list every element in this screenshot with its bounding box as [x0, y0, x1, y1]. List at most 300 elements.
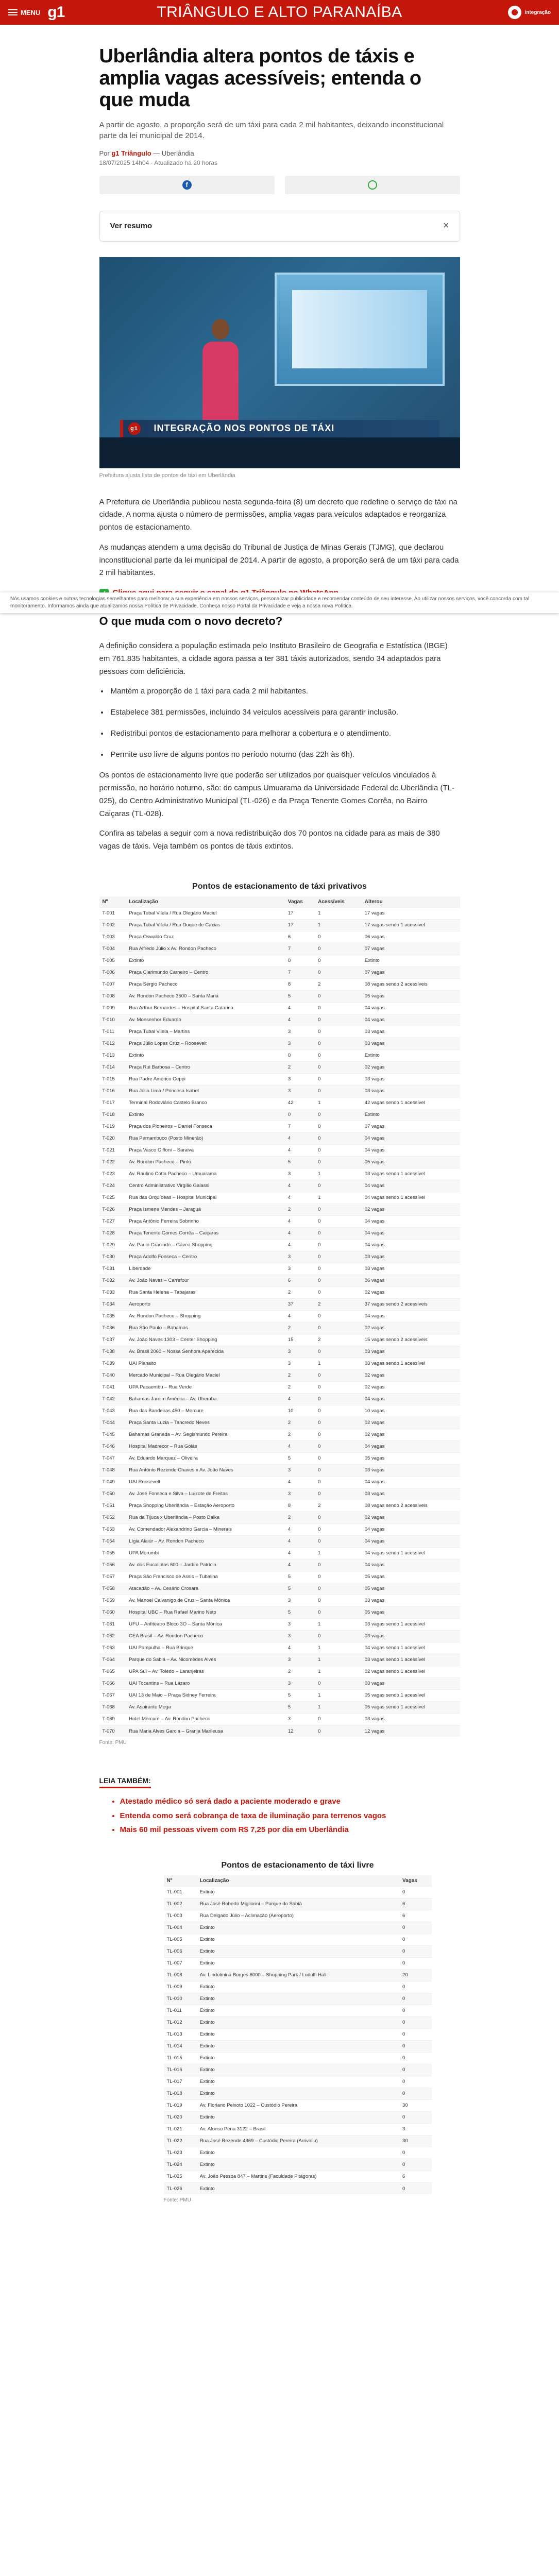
- table-cell: 0: [399, 1945, 431, 1957]
- table-cell: T-015: [99, 1073, 126, 1085]
- table-cell: TL-010: [164, 1993, 197, 2005]
- table-cell: 0: [399, 1957, 431, 1969]
- table-cell: 1: [315, 1547, 362, 1559]
- table-row: [164, 2028, 432, 2040]
- table-cell: 03 vagas: [362, 1085, 460, 1097]
- table-cell: T-014: [99, 1061, 126, 1073]
- table-title: Pontos de estacionamento de táxi livre: [221, 1860, 374, 1870]
- table-cell: 0: [315, 1595, 362, 1606]
- table-cell: T-051: [99, 1500, 126, 1512]
- article-subtitle: A partir de agosto, a proporção será de um táxi para cada 2 mil habitantes, deixando inconstitucional parte da lei municipal de 2014.: [99, 120, 444, 140]
- table-row: [99, 1571, 460, 1583]
- table-cell: 2: [315, 1298, 362, 1310]
- list-item: • Mantém a proporção de 1 táxi para cada 2 mil habitantes.: [109, 685, 460, 698]
- table-cell: Extinto: [197, 2064, 399, 2076]
- close-icon[interactable]: ×: [443, 220, 449, 232]
- table-cell: Rua da Tijuca x Uberlândia – Posto Dalka: [126, 1512, 285, 1523]
- table-cell: 0: [315, 1227, 362, 1239]
- table-cell: T-063: [99, 1642, 126, 1654]
- table-cell: 02 vagas: [362, 1204, 460, 1215]
- table-cell: 1: [315, 1654, 362, 1666]
- table-cell: Parque do Sabiá – Av. Nicomedes Alves: [126, 1654, 285, 1666]
- video-player[interactable]: [99, 257, 460, 468]
- table-cell: Rua Arthur Bernardes – Hospital Santa Catarina: [126, 1002, 285, 1014]
- table-cell: 05 vagas: [362, 1583, 460, 1595]
- table-cell: TL-014: [164, 2040, 197, 2052]
- table-row: [99, 1512, 460, 1523]
- cookie-text: Nós usamos cookies e outras tecnologias semelhantes para melhorar a sua experiência em nossos serviços, personalizar publicidade e recomendar conteúdo de seu interesse. Ao utilizar nossos serviços, você concorda com tal monitoramento. Informamos ainda que atualizamos nossa Política de Privacidade. Conheça nosso Portal da Privacidade e veja a nossa nova Política.: [10, 596, 530, 609]
- table-cell: T-028: [99, 1227, 126, 1239]
- table-cell: Praça dos Pioneiros – Daniel Fonseca: [126, 1121, 285, 1132]
- table-cell: 02 vagas: [362, 1061, 460, 1073]
- table-cell: 2: [285, 1512, 315, 1523]
- table-cell: T-061: [99, 1618, 126, 1630]
- table-cell: TL-013: [164, 2028, 197, 2040]
- table-row: [99, 1701, 460, 1713]
- table-row: [99, 1429, 460, 1440]
- table-cell: T-017: [99, 1097, 126, 1109]
- section-heading: O que muda com o novo decreto?: [99, 614, 283, 628]
- table-cell: T-020: [99, 1132, 126, 1144]
- table-row: [99, 1500, 460, 1512]
- table-cell: Rua Santa Helena – Tabajaras: [126, 1286, 285, 1298]
- table-cell: 37 vagas sendo 2 acessíveis: [362, 1298, 460, 1310]
- table-cell: T-004: [99, 943, 126, 955]
- table-cell: 8: [285, 978, 315, 990]
- table-cell: 04 vagas sendo 1 acessível: [362, 1642, 460, 1654]
- table-cell: T-055: [99, 1547, 126, 1559]
- table-cell: 0: [315, 1132, 362, 1144]
- table-cell: TL-004: [164, 1922, 197, 1934]
- table-cell: 7: [285, 943, 315, 955]
- table-cell: 3: [285, 1073, 315, 1085]
- table-cell: 5: [285, 1571, 315, 1583]
- table-row: [99, 1275, 460, 1286]
- table-cell: 0: [315, 1476, 362, 1488]
- table-cell: 1: [315, 1689, 362, 1701]
- table-row: [99, 990, 460, 1002]
- table-cell: T-033: [99, 1286, 126, 1298]
- table-cell: T-066: [99, 1677, 126, 1689]
- menu-button[interactable]: [8, 9, 40, 16]
- table-cell: TL-019: [164, 2099, 197, 2111]
- table-row: [99, 1654, 460, 1666]
- share-whatsapp-button[interactable]: [285, 176, 460, 194]
- table-cell: T-029: [99, 1239, 126, 1251]
- table-cell: 0: [315, 1606, 362, 1618]
- table-row: [99, 1002, 460, 1014]
- table-cell: 5: [285, 1689, 315, 1701]
- table-cell: 04 vagas: [362, 1180, 460, 1192]
- table-cell: Praça Tenente Gomes Corrêa – Caiçaras: [126, 1227, 285, 1239]
- table-cell: T-057: [99, 1571, 126, 1583]
- table-cell: 2: [315, 1500, 362, 1512]
- table-cell: 1: [315, 907, 362, 919]
- table-row: [99, 907, 460, 919]
- table-cell: 0: [315, 1393, 362, 1405]
- table-cell: 0: [399, 2076, 431, 2088]
- table-cell: 12: [285, 1725, 315, 1737]
- table-cell: T-054: [99, 1535, 126, 1547]
- table-row: [99, 1239, 460, 1251]
- table-cell: T-027: [99, 1215, 126, 1227]
- byline-suffix: — Uberlândia: [153, 149, 194, 157]
- table-cell: TL-022: [164, 2135, 197, 2147]
- table-cell: 0: [315, 1535, 362, 1547]
- table-row: [99, 1535, 460, 1547]
- table-cell: 06 vagas: [362, 1275, 460, 1286]
- affiliate-logo-icon: [508, 6, 521, 19]
- related-heading: LEIA TAMBÉM:: [99, 1776, 460, 1788]
- table-cell: TL-007: [164, 1957, 197, 1969]
- table-row: [99, 1346, 460, 1358]
- table-cell: Centro Administrativo Virgílio Galassi: [126, 1180, 285, 1192]
- table-cell: 6: [399, 1910, 431, 1922]
- table-cell: 0: [315, 1026, 362, 1038]
- affiliate-brand[interactable]: [508, 6, 551, 19]
- table-cell: T-002: [99, 919, 126, 931]
- table-cell: Extinto: [197, 2147, 399, 2159]
- table-cell: TL-005: [164, 1934, 197, 1945]
- table-cell: 0: [285, 1049, 315, 1061]
- table-cell: 0: [399, 1922, 431, 1934]
- table-cell: T-001: [99, 907, 126, 919]
- private-taxi-table: [99, 882, 460, 1746]
- column-header: Nº: [99, 896, 126, 908]
- table-cell: 3: [285, 1654, 315, 1666]
- table-cell: 4: [285, 1642, 315, 1654]
- table-cell: T-050: [99, 1488, 126, 1500]
- table-cell: TL-020: [164, 2111, 197, 2123]
- table-cell: 3: [285, 1085, 315, 1097]
- table-cell: 04 vagas: [362, 1440, 460, 1452]
- cookie-banner: [0, 592, 559, 613]
- table-cell: 04 vagas: [362, 1014, 460, 1026]
- table-row: [99, 1666, 460, 1677]
- table-cell: 12 vagas: [362, 1725, 460, 1737]
- table-cell: 0: [399, 2005, 431, 2016]
- table-cell: Hospital Madrecor – Rua Goiás: [126, 1440, 285, 1452]
- table-cell: 0: [399, 1886, 431, 1898]
- table-cell: Av. João Naves – Carrefour: [126, 1275, 285, 1286]
- table-row: [99, 978, 460, 990]
- table-cell: Extinto: [197, 1922, 399, 1934]
- table-cell: 2: [285, 1369, 315, 1381]
- table-cell: 05 vagas: [362, 1156, 460, 1168]
- table-cell: Praça Shopping Uberlândia – Estação Aeroporto: [126, 1500, 285, 1512]
- table-cell: 0: [315, 1275, 362, 1286]
- table-cell: 5: [285, 1701, 315, 1713]
- table-cell: 0: [315, 1002, 362, 1014]
- table-cell: 0: [315, 1523, 362, 1535]
- table-row: [99, 931, 460, 943]
- related-links: [99, 1776, 460, 1835]
- table-cell: 0: [315, 1204, 362, 1215]
- summary-toggle[interactable]: [99, 211, 460, 242]
- table-cell: Av. Afonso Pena 3122 – Brasil: [197, 2123, 399, 2135]
- table-cell: 0: [315, 1073, 362, 1085]
- table-cell: Praça Tubal Vilela / Rua Duque de Caxias: [126, 919, 285, 931]
- table-row: [99, 1014, 460, 1026]
- table-cell: T-035: [99, 1310, 126, 1322]
- table-cell: 0: [315, 1215, 362, 1227]
- table-cell: UAI Planalto: [126, 1358, 285, 1369]
- table-row: [99, 1440, 460, 1452]
- table-cell: Extinto: [197, 1934, 399, 1945]
- table-cell: 3: [285, 1488, 315, 1500]
- table-cell: T-023: [99, 1168, 126, 1180]
- table-cell: CEA Brasil – Av. Rondon Pacheco: [126, 1630, 285, 1642]
- table-cell: 3: [285, 1713, 315, 1725]
- table-cell: Av. Eduardo Marquez – Oliveira: [126, 1452, 285, 1464]
- table-row: [99, 1144, 460, 1156]
- table-cell: 0: [315, 1085, 362, 1097]
- table-cell: 0: [315, 1180, 362, 1192]
- table-cell: T-044: [99, 1417, 126, 1429]
- table-cell: 0: [315, 1322, 362, 1334]
- table-row: [99, 1085, 460, 1097]
- table-cell: 42 vagas sendo 1 acessível: [362, 1097, 460, 1109]
- table-cell: 0: [315, 967, 362, 978]
- table-row: [99, 1097, 460, 1109]
- table-cell: Aeroporto: [126, 1298, 285, 1310]
- table-row: [99, 1109, 460, 1121]
- related-link[interactable]: • Mais 60 mil pessoas vivem com R$ 7,25 por dia em Uberlândia: [120, 1825, 460, 1835]
- table-cell: 1: [315, 1168, 362, 1180]
- table-cell: 0: [315, 1310, 362, 1322]
- table-cell: UFU – Anfiteatro Bloco 3O – Santa Mônica: [126, 1618, 285, 1630]
- table-row: [99, 967, 460, 978]
- table-cell: 3: [399, 2123, 431, 2135]
- table-cell: 0: [315, 1630, 362, 1642]
- table-row: [99, 1334, 460, 1346]
- table-row: [99, 1263, 460, 1275]
- table-cell: T-006: [99, 967, 126, 978]
- table-row: [164, 2159, 432, 2171]
- table-cell: TL-026: [164, 2182, 197, 2194]
- table-cell: 02 vagas: [362, 1417, 460, 1429]
- table-cell: 4: [285, 1393, 315, 1405]
- table-cell: 1: [315, 1097, 362, 1109]
- byline-prefix: Por: [99, 149, 110, 157]
- table-cell: 4: [285, 1535, 315, 1547]
- table-cell: Praça São Francisco de Assis – Tubalina: [126, 1571, 285, 1583]
- table-cell: 04 vagas sendo 1 acessível: [362, 1547, 460, 1559]
- table-cell: T-036: [99, 1322, 126, 1334]
- table-row: [164, 1957, 432, 1969]
- table-cell: 0: [399, 2159, 431, 2171]
- table-cell: 0: [315, 1583, 362, 1595]
- table-cell: Atacadão – Av. Cesário Crosara: [126, 1583, 285, 1595]
- table-cell: TL-018: [164, 2088, 197, 2099]
- table-cell: 4: [285, 1180, 315, 1192]
- table-cell: 04 vagas: [362, 1476, 460, 1488]
- table-cell: 02 vagas: [362, 1322, 460, 1334]
- table-cell: 4: [285, 1440, 315, 1452]
- table-row: [164, 2016, 432, 2028]
- table-cell: 2: [285, 1061, 315, 1073]
- table-cell: 4: [285, 1002, 315, 1014]
- whatsapp-icon: [368, 180, 377, 190]
- table-cell: 0: [315, 1677, 362, 1689]
- table-cell: 03 vagas: [362, 1488, 460, 1500]
- article: [99, 25, 460, 2203]
- table-cell: 0: [315, 1452, 362, 1464]
- table-cell: T-005: [99, 955, 126, 967]
- section-title[interactable]: TRIÂNGULO E ALTO PARANAÍBA: [157, 4, 402, 21]
- table-row: [164, 2005, 432, 2016]
- video-bottom-bar: [99, 437, 460, 468]
- table-row: [99, 1476, 460, 1488]
- table-row: [99, 1286, 460, 1298]
- hamburger-icon: [8, 9, 18, 15]
- table-cell: 0: [399, 1981, 431, 1993]
- table-cell: 4: [285, 1144, 315, 1156]
- table-cell: TL-023: [164, 2147, 197, 2159]
- table-cell: 3: [285, 1464, 315, 1476]
- table-cell: Bahamas Granada – Av. Segismundo Pereira: [126, 1429, 285, 1440]
- table-cell: Terminal Rodoviário Castelo Branco: [126, 1097, 285, 1109]
- table-cell: T-037: [99, 1334, 126, 1346]
- table-cell: 3: [285, 1251, 315, 1263]
- table-cell: Extinto: [197, 1957, 399, 1969]
- table-cell: Extinto: [126, 1109, 285, 1121]
- table-cell: 2: [285, 1429, 315, 1440]
- table-cell: 08 vagas sendo 2 acessíveis: [362, 978, 460, 990]
- table-cell: 0: [315, 1488, 362, 1500]
- table-cell: Extinto: [197, 2016, 399, 2028]
- related-link[interactable]: • Entenda como será cobrança de taxa de iluminação para terrenos vagos: [120, 1811, 460, 1821]
- table-cell: Rua das Orquídeas – Hospital Municipal: [126, 1192, 285, 1204]
- table-row: [99, 1038, 460, 1049]
- table-cell: 05 vagas sendo 1 acessível: [362, 1689, 460, 1701]
- table-cell: Rua São Paulo – Bahamas: [126, 1322, 285, 1334]
- table-cell: T-026: [99, 1204, 126, 1215]
- table-cell: T-024: [99, 1180, 126, 1192]
- table-row: [99, 1547, 460, 1559]
- table-cell: 2: [315, 978, 362, 990]
- table-cell: 03 vagas: [362, 1630, 460, 1642]
- table-cell: 1: [315, 1358, 362, 1369]
- table-cell: T-003: [99, 931, 126, 943]
- table-cell: Praça Tubal Vilela / Rua Olegário Maciel: [126, 907, 285, 919]
- menu-label: MENU: [21, 8, 41, 16]
- table-cell: 6: [399, 2171, 431, 2182]
- table-cell: 0: [315, 1263, 362, 1275]
- table-cell: 07 vagas: [362, 1121, 460, 1132]
- table-row: [99, 1204, 460, 1215]
- table-cell: 6: [285, 931, 315, 943]
- table-cell: T-058: [99, 1583, 126, 1595]
- table-cell: UAI 13 de Maio – Praça Sidney Ferreira: [126, 1689, 285, 1701]
- table-row: [99, 1156, 460, 1168]
- table-cell: Praça Clarimundo Carneiro – Centro: [126, 967, 285, 978]
- related-link[interactable]: • Atestado médico só será dado a paciente moderado e grave: [120, 1797, 460, 1807]
- table-cell: 04 vagas: [362, 1002, 460, 1014]
- dateline: 18/07/2025 14h04 · Atualizado há 20 horas: [99, 159, 218, 166]
- table-cell: 04 vagas: [362, 1215, 460, 1227]
- table-cell: Av. João Naves 1303 – Center Shopping: [126, 1334, 285, 1346]
- table-cell: Extinto: [197, 2076, 399, 2088]
- table-cell: 4: [285, 1215, 315, 1227]
- table-cell: 05 vagas: [362, 1571, 460, 1583]
- table-cell: Extinto: [197, 1993, 399, 2005]
- table-row: [99, 1168, 460, 1180]
- table-row: [164, 1886, 432, 1898]
- table-row: [99, 1251, 460, 1263]
- table-cell: 02 vagas: [362, 1286, 460, 1298]
- table-cell: T-069: [99, 1713, 126, 1725]
- table-cell: T-016: [99, 1085, 126, 1097]
- table-cell: Extinto: [197, 2111, 399, 2123]
- lower-third-text: INTEGRAÇÃO NOS PONTOS DE TÁXI: [154, 423, 335, 434]
- share-facebook-button[interactable]: [99, 176, 275, 194]
- table-cell: 15: [285, 1334, 315, 1346]
- table-cell: 7: [285, 967, 315, 978]
- table-row: [99, 1677, 460, 1689]
- table-cell: 20: [399, 1969, 431, 1981]
- table-cell: T-040: [99, 1369, 126, 1381]
- table-cell: 04 vagas: [362, 1310, 460, 1322]
- table-cell: 07 vagas: [362, 967, 460, 978]
- free-taxi-table: [164, 1861, 432, 2204]
- table-source: Fonte: PMU: [163, 2197, 191, 2204]
- table-row: [99, 1369, 460, 1381]
- table-cell: 0: [315, 1061, 362, 1073]
- table-cell: T-022: [99, 1156, 126, 1168]
- table-row: [99, 1381, 460, 1393]
- table-cell: 0: [399, 2040, 431, 2052]
- table-cell: Extinto: [197, 1886, 399, 1898]
- table-cell: 5: [285, 1583, 315, 1595]
- table-cell: 0: [315, 1144, 362, 1156]
- table-cell: 03 vagas: [362, 1026, 460, 1038]
- table-cell: 03 vagas: [362, 1595, 460, 1606]
- table-cell: UPA Sul – Av. Toledo – Laranjeiras: [126, 1666, 285, 1677]
- table-cell: Praça Oswaldo Cruz: [126, 931, 285, 943]
- table-row: [99, 1595, 460, 1606]
- table-cell: 0: [315, 1346, 362, 1358]
- table-cell: T-060: [99, 1606, 126, 1618]
- summary-label: Ver resumo: [110, 222, 153, 231]
- table-cell: 04 vagas: [362, 1144, 460, 1156]
- table-cell: Extinto: [197, 2159, 399, 2171]
- table-cell: 03 vagas sendo 1 acessível: [362, 1168, 460, 1180]
- table-cell: T-008: [99, 990, 126, 1002]
- table-cell: Praça Vasco Giffoni – Saraiva: [126, 1144, 285, 1156]
- table-cell: 5: [285, 990, 315, 1002]
- table-cell: Extinto: [197, 2052, 399, 2064]
- table-row: [99, 919, 460, 931]
- table-cell: Rua das Bandeiras 450 – Mercure: [126, 1405, 285, 1417]
- table-row: [99, 1073, 460, 1085]
- table-cell: 03 vagas: [362, 1251, 460, 1263]
- table-cell: 1: [315, 1701, 362, 1713]
- list-item: • Redistribui pontos de estacionamento para melhorar a cobertura e o atendimento.: [109, 727, 460, 740]
- table-cell: 0: [315, 1239, 362, 1251]
- table-cell: 2: [285, 1666, 315, 1677]
- table-cell: Rua Júlio Lima / Princesa Isabel: [126, 1085, 285, 1097]
- table-cell: Av. Paulo Gracindo – Gávea Shopping: [126, 1239, 285, 1251]
- table-cell: 4: [285, 1132, 315, 1144]
- list-item: • Estabelece 381 permissões, incluindo 34 veículos acessíveis para garantir inclusão.: [109, 706, 460, 719]
- author-link[interactable]: g1 Triângulo: [111, 149, 151, 157]
- table-cell: Av. Rondon Pacheco – Shopping: [126, 1310, 285, 1322]
- g1-logo[interactable]: g1: [47, 4, 65, 21]
- table-cell: T-053: [99, 1523, 126, 1535]
- table-cell: Extinto: [197, 2088, 399, 2099]
- table-cell: T-013: [99, 1049, 126, 1061]
